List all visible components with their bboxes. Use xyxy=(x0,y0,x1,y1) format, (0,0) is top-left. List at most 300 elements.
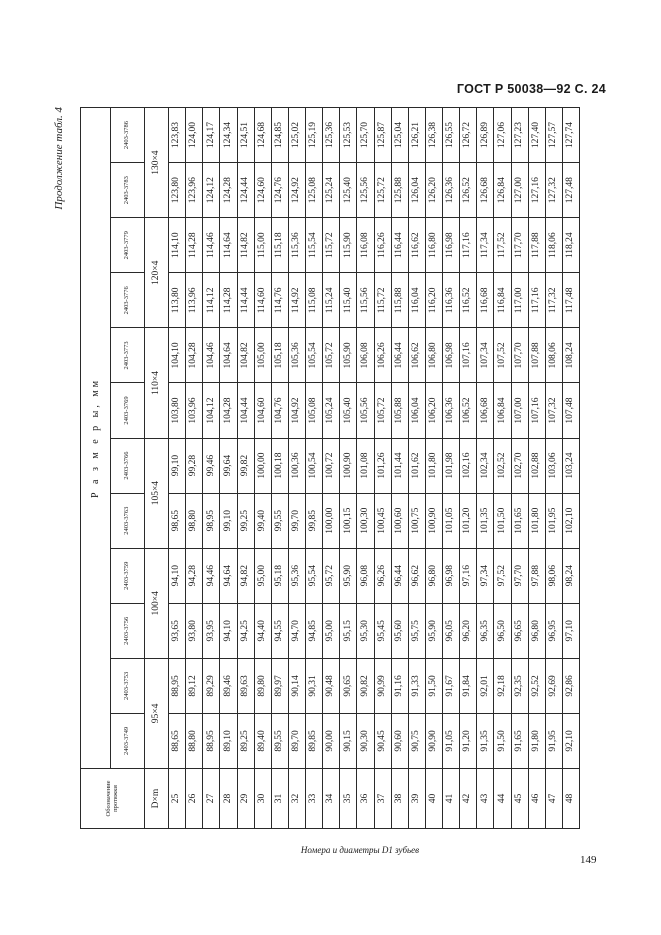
diameter-cell: 96,35 xyxy=(477,603,494,658)
diameter-cell: 89,80 xyxy=(254,658,271,713)
table-row xyxy=(562,108,579,829)
table-row xyxy=(220,108,237,829)
diameter-cell: 115,24 xyxy=(323,273,340,328)
diameter-cell: 108,06 xyxy=(545,328,562,383)
diameter-cell: 99,40 xyxy=(254,493,271,548)
diameter-cell: 90,75 xyxy=(408,713,425,768)
diameter-cell: 91,05 xyxy=(443,713,460,768)
diameter-cell: 115,36 xyxy=(288,218,305,273)
diameter-cell: 125,04 xyxy=(391,108,408,163)
diameter-cell: 89,10 xyxy=(220,713,237,768)
diameter-cell: 117,16 xyxy=(460,218,477,273)
table-row xyxy=(545,108,562,829)
diameter-cell: 126,84 xyxy=(494,163,511,218)
diameter-cell: 100,54 xyxy=(306,438,323,493)
diameter-cell: 90,48 xyxy=(323,658,340,713)
diameter-cell: 95,00 xyxy=(254,548,271,603)
diameter-cell: 91,20 xyxy=(460,713,477,768)
diameter-cell: 101,80 xyxy=(425,438,442,493)
diameter-cell: 126,55 xyxy=(443,108,460,163)
diameter-cell: 104,46 xyxy=(203,328,220,383)
dimensions-table xyxy=(80,107,580,829)
diameter-cell: 107,16 xyxy=(460,328,477,383)
diameter-cell: 92,10 xyxy=(562,713,579,768)
table-row xyxy=(460,108,477,829)
diameter-cell: 107,48 xyxy=(562,383,579,438)
diameter-cell: 116,08 xyxy=(357,218,374,273)
tooth-number-cell: 31 xyxy=(271,769,288,829)
diameter-cell: 95,45 xyxy=(374,603,391,658)
diameter-cell: 126,38 xyxy=(425,108,442,163)
diameter-cell: 106,08 xyxy=(357,328,374,383)
diameter-cell: 95,90 xyxy=(340,548,357,603)
diameter-cell: 124,44 xyxy=(237,163,254,218)
diameter-cell: 99,82 xyxy=(237,438,254,493)
diameter-cell: 105,72 xyxy=(323,328,340,383)
tooth-number-cell: 46 xyxy=(528,769,545,829)
tooth-number-cell: 33 xyxy=(306,769,323,829)
code-header: 2403-3786 xyxy=(111,108,145,163)
table-row xyxy=(306,108,323,829)
diameter-cell: 127,32 xyxy=(545,163,562,218)
diameter-cell: 116,68 xyxy=(477,273,494,328)
diameter-cell: 95,18 xyxy=(271,548,288,603)
diameter-cell: 106,80 xyxy=(425,328,442,383)
diameter-cell: 96,65 xyxy=(511,603,528,658)
diameter-cell: 101,95 xyxy=(545,493,562,548)
diameter-cell: 96,26 xyxy=(374,548,391,603)
designation-header: Обозначение протяжки xyxy=(81,769,145,829)
diameter-cell: 96,62 xyxy=(408,548,425,603)
diameter-cell: 118,06 xyxy=(545,218,562,273)
diameter-cell: 100,15 xyxy=(340,493,357,548)
diameter-cell: 114,92 xyxy=(288,273,305,328)
diameter-cell: 94,82 xyxy=(237,548,254,603)
diameter-cell: 89,12 xyxy=(186,658,203,713)
table-body xyxy=(169,108,580,829)
diameter-cell: 106,26 xyxy=(374,328,391,383)
group-header: 130×4 xyxy=(145,108,169,218)
diameter-cell: 102,70 xyxy=(511,438,528,493)
diameter-cell: 95,36 xyxy=(288,548,305,603)
diameter-cell: 105,90 xyxy=(340,328,357,383)
code-header: 2403-3753 xyxy=(111,658,145,713)
diameter-cell: 106,84 xyxy=(494,383,511,438)
diameter-cell: 96,08 xyxy=(357,548,374,603)
diameter-cell: 91,33 xyxy=(408,658,425,713)
table-row xyxy=(425,108,442,829)
diameter-cell: 117,88 xyxy=(528,218,545,273)
diameter-cell: 106,20 xyxy=(425,383,442,438)
diameter-cell: 100,90 xyxy=(340,438,357,493)
tooth-number-cell: 37 xyxy=(374,769,391,829)
table-row xyxy=(271,108,288,829)
diameter-cell: 94,10 xyxy=(169,548,186,603)
diameter-cell: 125,36 xyxy=(323,108,340,163)
diameter-cell: 101,44 xyxy=(391,438,408,493)
code-header: 2403-3779 xyxy=(111,218,145,273)
diameter-cell: 102,16 xyxy=(460,438,477,493)
diameter-cell: 90,30 xyxy=(357,713,374,768)
group-header: 105×4 xyxy=(145,438,169,548)
diameter-cell: 115,54 xyxy=(306,218,323,273)
diameter-cell: 116,98 xyxy=(443,218,460,273)
group-header: 120×4 xyxy=(145,218,169,328)
diameter-cell: 127,16 xyxy=(528,163,545,218)
code-header: 2403-3756 xyxy=(111,603,145,658)
diameter-cell: 90,65 xyxy=(340,658,357,713)
table-row xyxy=(237,108,254,829)
diameter-cell: 125,53 xyxy=(340,108,357,163)
diameter-cell: 114,10 xyxy=(169,218,186,273)
diameter-cell: 94,64 xyxy=(220,548,237,603)
diameter-cell: 123,80 xyxy=(169,163,186,218)
diameter-cell: 126,68 xyxy=(477,163,494,218)
diameter-cell: 89,63 xyxy=(237,658,254,713)
diameter-cell: 125,70 xyxy=(357,108,374,163)
group-header: 100×4 xyxy=(145,548,169,658)
diameter-cell: 117,34 xyxy=(477,218,494,273)
tooth-number-cell: 34 xyxy=(323,769,340,829)
code-header: 2403-3749 xyxy=(111,713,145,768)
diameter-cell: 116,84 xyxy=(494,273,511,328)
diameter-cell: 125,24 xyxy=(323,163,340,218)
diameter-cell: 95,90 xyxy=(425,603,442,658)
diameter-cell: 99,64 xyxy=(220,438,237,493)
page-header: ГОСТ Р 50038—92 С. 24 xyxy=(456,82,606,96)
diameter-cell: 95,54 xyxy=(306,548,323,603)
diameter-cell: 105,36 xyxy=(288,328,305,383)
diameter-cell: 95,15 xyxy=(340,603,357,658)
table-row xyxy=(374,108,391,829)
diameter-cell: 114,44 xyxy=(237,273,254,328)
diameter-cell: 107,88 xyxy=(528,328,545,383)
diameter-cell: 124,60 xyxy=(254,163,271,218)
diameter-cell: 116,26 xyxy=(374,218,391,273)
diameter-cell: 114,28 xyxy=(186,218,203,273)
diameter-cell: 114,64 xyxy=(220,218,237,273)
diameter-cell: 90,31 xyxy=(306,658,323,713)
diameter-cell: 98,06 xyxy=(545,548,562,603)
tooth-number-cell: 48 xyxy=(562,769,579,829)
diameter-cell: 106,44 xyxy=(391,328,408,383)
diameter-cell: 115,72 xyxy=(323,218,340,273)
tooth-number-cell: 45 xyxy=(511,769,528,829)
diameter-cell: 97,16 xyxy=(460,548,477,603)
diameter-cell: 94,25 xyxy=(237,603,254,658)
diameter-cell: 118,24 xyxy=(562,218,579,273)
table-row xyxy=(288,108,305,829)
diameter-cell: 113,80 xyxy=(169,273,186,328)
diameter-cell: 92,52 xyxy=(528,658,545,713)
diameter-cell: 126,21 xyxy=(408,108,425,163)
diameter-cell: 104,60 xyxy=(254,383,271,438)
diameter-cell: 91,50 xyxy=(494,713,511,768)
diameter-cell: 90,45 xyxy=(374,713,391,768)
diameter-cell: 91,16 xyxy=(391,658,408,713)
diameter-cell: 115,00 xyxy=(254,218,271,273)
diameter-cell: 126,89 xyxy=(477,108,494,163)
diameter-cell: 125,02 xyxy=(288,108,305,163)
diameter-cell: 102,34 xyxy=(477,438,494,493)
diameter-cell: 94,70 xyxy=(288,603,305,658)
diameter-cell: 125,56 xyxy=(357,163,374,218)
diameter-cell: 123,96 xyxy=(186,163,203,218)
diameter-cell: 116,80 xyxy=(425,218,442,273)
diameter-cell: 101,35 xyxy=(477,493,494,548)
diameter-cell: 105,72 xyxy=(374,383,391,438)
tooth-number-cell: 41 xyxy=(443,769,460,829)
diameter-cell: 127,06 xyxy=(494,108,511,163)
tooth-number-cell: 47 xyxy=(545,769,562,829)
diameter-cell: 107,52 xyxy=(494,328,511,383)
diameter-cell: 127,57 xyxy=(545,108,562,163)
diameter-cell: 99,70 xyxy=(288,493,305,548)
diameter-cell: 92,35 xyxy=(511,658,528,713)
diameter-cell: 98,65 xyxy=(169,493,186,548)
diameter-cell: 93,80 xyxy=(186,603,203,658)
table-row xyxy=(169,108,186,829)
diameter-cell: 94,28 xyxy=(186,548,203,603)
diameter-cell: 99,55 xyxy=(271,493,288,548)
diameter-cell: 92,01 xyxy=(477,658,494,713)
diameter-cell: 99,10 xyxy=(220,493,237,548)
diameter-cell: 90,90 xyxy=(425,713,442,768)
diameter-cell: 97,88 xyxy=(528,548,545,603)
diameter-cell: 100,72 xyxy=(323,438,340,493)
diameter-cell: 104,44 xyxy=(237,383,254,438)
tooth-number-cell: 28 xyxy=(220,769,237,829)
page-number: 149 xyxy=(580,854,597,866)
diameter-cell: 89,25 xyxy=(237,713,254,768)
diameter-cell: 97,34 xyxy=(477,548,494,603)
diameter-cell: 94,46 xyxy=(203,548,220,603)
diameter-cell: 106,62 xyxy=(408,328,425,383)
diameter-cell: 100,00 xyxy=(254,438,271,493)
diameter-cell: 90,14 xyxy=(288,658,305,713)
code-header: 2403-3783 xyxy=(111,163,145,218)
diameter-cell: 105,56 xyxy=(357,383,374,438)
tooth-number-cell: 42 xyxy=(460,769,477,829)
diameter-cell: 105,00 xyxy=(254,328,271,383)
tooth-number-cell: 29 xyxy=(237,769,254,829)
diameter-cell: 106,98 xyxy=(443,328,460,383)
diameter-cell: 107,70 xyxy=(511,328,528,383)
diameter-cell: 124,00 xyxy=(186,108,203,163)
diameter-cell: 106,36 xyxy=(443,383,460,438)
diameter-cell: 101,26 xyxy=(374,438,391,493)
diameter-cell: 104,92 xyxy=(288,383,305,438)
code-header: 2403-3776 xyxy=(111,273,145,328)
diameter-cell: 96,20 xyxy=(460,603,477,658)
diameter-cell: 101,80 xyxy=(528,493,545,548)
diameter-cell: 116,52 xyxy=(460,273,477,328)
diameter-cell: 91,67 xyxy=(443,658,460,713)
diameter-cell: 95,30 xyxy=(357,603,374,658)
diameter-cell: 116,20 xyxy=(425,273,442,328)
diameter-cell: 124,76 xyxy=(271,163,288,218)
diameter-cell: 97,10 xyxy=(562,603,579,658)
diameter-cell: 125,40 xyxy=(340,163,357,218)
diameter-cell: 105,18 xyxy=(271,328,288,383)
diameter-cell: 101,08 xyxy=(357,438,374,493)
diameter-cell: 93,95 xyxy=(203,603,220,658)
diameter-cell: 89,70 xyxy=(288,713,305,768)
diameter-cell: 107,00 xyxy=(511,383,528,438)
diameter-cell: 96,95 xyxy=(545,603,562,658)
diameter-cell: 113,96 xyxy=(186,273,203,328)
code-header: 2403-3769 xyxy=(111,383,145,438)
diameter-cell: 103,06 xyxy=(545,438,562,493)
diameter-cell: 100,45 xyxy=(374,493,391,548)
diameter-cell: 101,65 xyxy=(511,493,528,548)
diameter-cell: 104,64 xyxy=(220,328,237,383)
diameter-cell: 96,05 xyxy=(443,603,460,658)
tooth-number-cell: 26 xyxy=(186,769,203,829)
tooth-number-cell: 25 xyxy=(169,769,186,829)
diameter-cell: 103,24 xyxy=(562,438,579,493)
diameter-cell: 95,75 xyxy=(408,603,425,658)
dxm-header: D×m xyxy=(145,769,169,829)
table-row xyxy=(528,108,545,829)
diameter-cell: 101,05 xyxy=(443,493,460,548)
diameter-cell: 123,83 xyxy=(169,108,186,163)
diameter-cell: 89,85 xyxy=(306,713,323,768)
group-header: 95×4 xyxy=(145,658,169,768)
diameter-cell: 91,65 xyxy=(511,713,528,768)
diameter-cell: 91,84 xyxy=(460,658,477,713)
diameter-cell: 96,80 xyxy=(528,603,545,658)
diameter-cell: 101,50 xyxy=(494,493,511,548)
diameter-cell: 101,98 xyxy=(443,438,460,493)
table-row xyxy=(391,108,408,829)
diameter-cell: 124,85 xyxy=(271,108,288,163)
diameter-cell: 107,32 xyxy=(545,383,562,438)
diameter-cell: 88,65 xyxy=(169,713,186,768)
diameter-cell: 104,28 xyxy=(186,328,203,383)
side-title: Номера и диаметры D1 зубьев xyxy=(300,845,420,855)
diameter-cell: 104,76 xyxy=(271,383,288,438)
diameter-cell: 97,70 xyxy=(511,548,528,603)
diameter-cell: 117,52 xyxy=(494,218,511,273)
diameter-cell: 116,62 xyxy=(408,218,425,273)
diameter-cell: 96,44 xyxy=(391,548,408,603)
table-row xyxy=(443,108,460,829)
diameter-cell: 105,40 xyxy=(340,383,357,438)
tooth-number-cell: 43 xyxy=(477,769,494,829)
diameter-cell: 127,74 xyxy=(562,108,579,163)
diameter-cell: 96,50 xyxy=(494,603,511,658)
diameter-cell: 125,08 xyxy=(306,163,323,218)
diameter-cell: 98,24 xyxy=(562,548,579,603)
diameter-cell: 90,82 xyxy=(357,658,374,713)
tooth-number-cell: 27 xyxy=(203,769,220,829)
diameter-cell: 106,68 xyxy=(477,383,494,438)
table-row xyxy=(203,108,220,829)
code-header: 2403-3773 xyxy=(111,328,145,383)
tooth-number-cell: 32 xyxy=(288,769,305,829)
diameter-cell: 106,52 xyxy=(460,383,477,438)
diameter-cell: 114,76 xyxy=(271,273,288,328)
diameter-cell: 104,28 xyxy=(220,383,237,438)
diameter-cell: 89,97 xyxy=(271,658,288,713)
diameter-cell: 102,88 xyxy=(528,438,545,493)
diameter-cell: 114,28 xyxy=(220,273,237,328)
tooth-number-cell: 39 xyxy=(408,769,425,829)
table-row xyxy=(357,108,374,829)
tooth-number-cell: 35 xyxy=(340,769,357,829)
code-header: 2403-3763 xyxy=(111,493,145,548)
diameter-cell: 124,51 xyxy=(237,108,254,163)
diameter-cell: 114,82 xyxy=(237,218,254,273)
tooth-number-cell: 40 xyxy=(425,769,442,829)
diameter-cell: 115,40 xyxy=(340,273,357,328)
diameter-cell: 102,52 xyxy=(494,438,511,493)
table-row xyxy=(494,108,511,829)
diameter-cell: 95,72 xyxy=(323,548,340,603)
diameter-cell: 99,46 xyxy=(203,438,220,493)
codes-row xyxy=(111,108,145,829)
diameter-cell: 114,46 xyxy=(203,218,220,273)
diameter-cell: 105,08 xyxy=(306,383,323,438)
diameter-cell: 126,72 xyxy=(460,108,477,163)
diameter-cell: 115,18 xyxy=(271,218,288,273)
diameter-cell: 127,00 xyxy=(511,163,528,218)
diameter-cell: 94,55 xyxy=(271,603,288,658)
diameter-cell: 103,80 xyxy=(169,383,186,438)
tooth-number-cell: 44 xyxy=(494,769,511,829)
diameter-cell: 104,10 xyxy=(169,328,186,383)
rotated-table-block xyxy=(53,107,580,855)
dimensions-header: Р а з м е р ы, мм xyxy=(81,108,111,769)
table-row xyxy=(340,108,357,829)
diameter-cell: 94,10 xyxy=(220,603,237,658)
diameter-cell: 127,48 xyxy=(562,163,579,218)
diameter-cell: 100,90 xyxy=(425,493,442,548)
diameter-cell: 115,72 xyxy=(374,273,391,328)
diameter-cell: 124,17 xyxy=(203,108,220,163)
diameter-cell: 96,80 xyxy=(425,548,442,603)
diameter-cell: 95,60 xyxy=(391,603,408,658)
table-row xyxy=(186,108,203,829)
diameter-cell: 89,40 xyxy=(254,713,271,768)
diameter-cell: 101,62 xyxy=(408,438,425,493)
diameter-cell: 124,92 xyxy=(288,163,305,218)
diameter-cell: 91,80 xyxy=(528,713,545,768)
diameter-cell: 117,00 xyxy=(511,273,528,328)
diameter-cell: 100,30 xyxy=(357,493,374,548)
diameter-cell: 100,75 xyxy=(408,493,425,548)
diameter-cell: 117,48 xyxy=(562,273,579,328)
diameter-cell: 126,20 xyxy=(425,163,442,218)
diameter-cell: 89,55 xyxy=(271,713,288,768)
diameter-cell: 124,12 xyxy=(203,163,220,218)
diameter-cell: 125,72 xyxy=(374,163,391,218)
diameter-cell: 92,86 xyxy=(562,658,579,713)
diameter-cell: 100,18 xyxy=(271,438,288,493)
diameter-cell: 126,36 xyxy=(443,163,460,218)
diameter-cell: 88,95 xyxy=(169,658,186,713)
diameter-cell: 124,28 xyxy=(220,163,237,218)
diameter-cell: 124,68 xyxy=(254,108,271,163)
diameter-cell: 99,28 xyxy=(186,438,203,493)
diameter-cell: 94,40 xyxy=(254,603,271,658)
diameter-cell: 106,04 xyxy=(408,383,425,438)
diameter-cell: 89,29 xyxy=(203,658,220,713)
diameter-cell: 89,46 xyxy=(220,658,237,713)
diameter-cell: 92,18 xyxy=(494,658,511,713)
diameter-cell: 127,23 xyxy=(511,108,528,163)
